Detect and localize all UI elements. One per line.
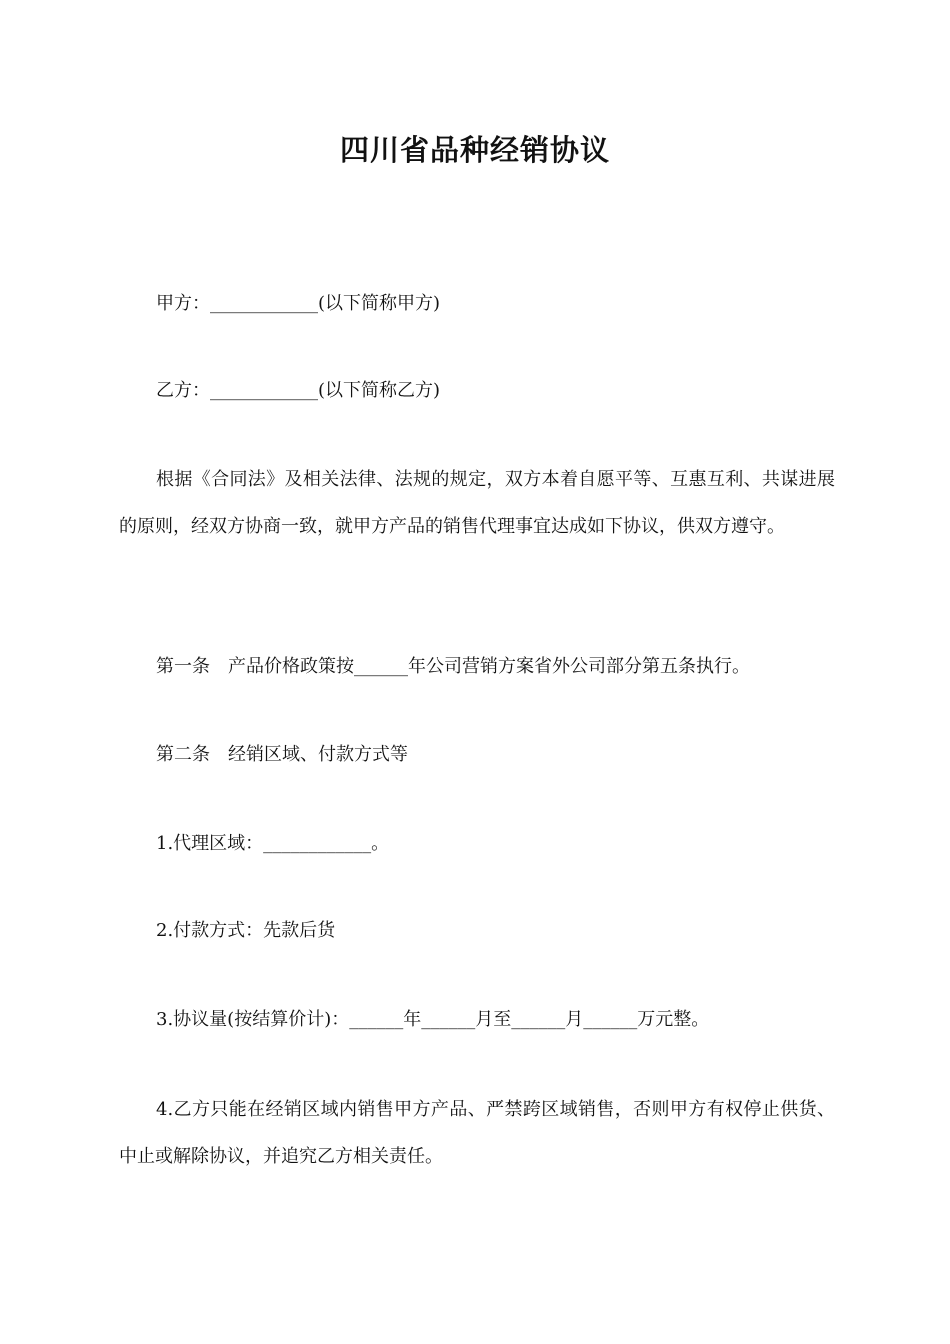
item-1-agency-region: 1.代理区域：____________。 bbox=[156, 833, 390, 854]
party-b-line: 乙方：____________(以下简称乙方) bbox=[156, 380, 441, 401]
party-a-line: 甲方：____________(以下简称甲方) bbox=[156, 293, 441, 314]
article-1: 第一条 产品价格政策按______年公司营销方案省外公司部分第五条执行。 bbox=[156, 656, 750, 677]
item-4-region-restriction: 4.乙方只能在经销区域内销售甲方产品、严禁跨区域销售，否则甲方有权停止供货、中止或解除协议，并追究乙方相关责任。 bbox=[119, 1099, 835, 1167]
document-title: 四川省品种经销协议 bbox=[339, 133, 610, 167]
item-3-agreement-volume: 3.协议量(按结算价计)：______年______月至______月______万元整。 bbox=[156, 1009, 710, 1030]
item-2-payment-method: 2.付款方式：先款后货 bbox=[156, 920, 336, 941]
article-2-heading: 第二条 经销区域、付款方式等 bbox=[156, 744, 408, 765]
preamble-paragraph: 根据《合同法》及相关法律、法规的规定，双方本着自愿平等、互惠互利、共谋进展的原则，经双方协商一致，就甲方产品的销售代理事宜达成如下协议，供双方遵守。 bbox=[119, 469, 835, 537]
